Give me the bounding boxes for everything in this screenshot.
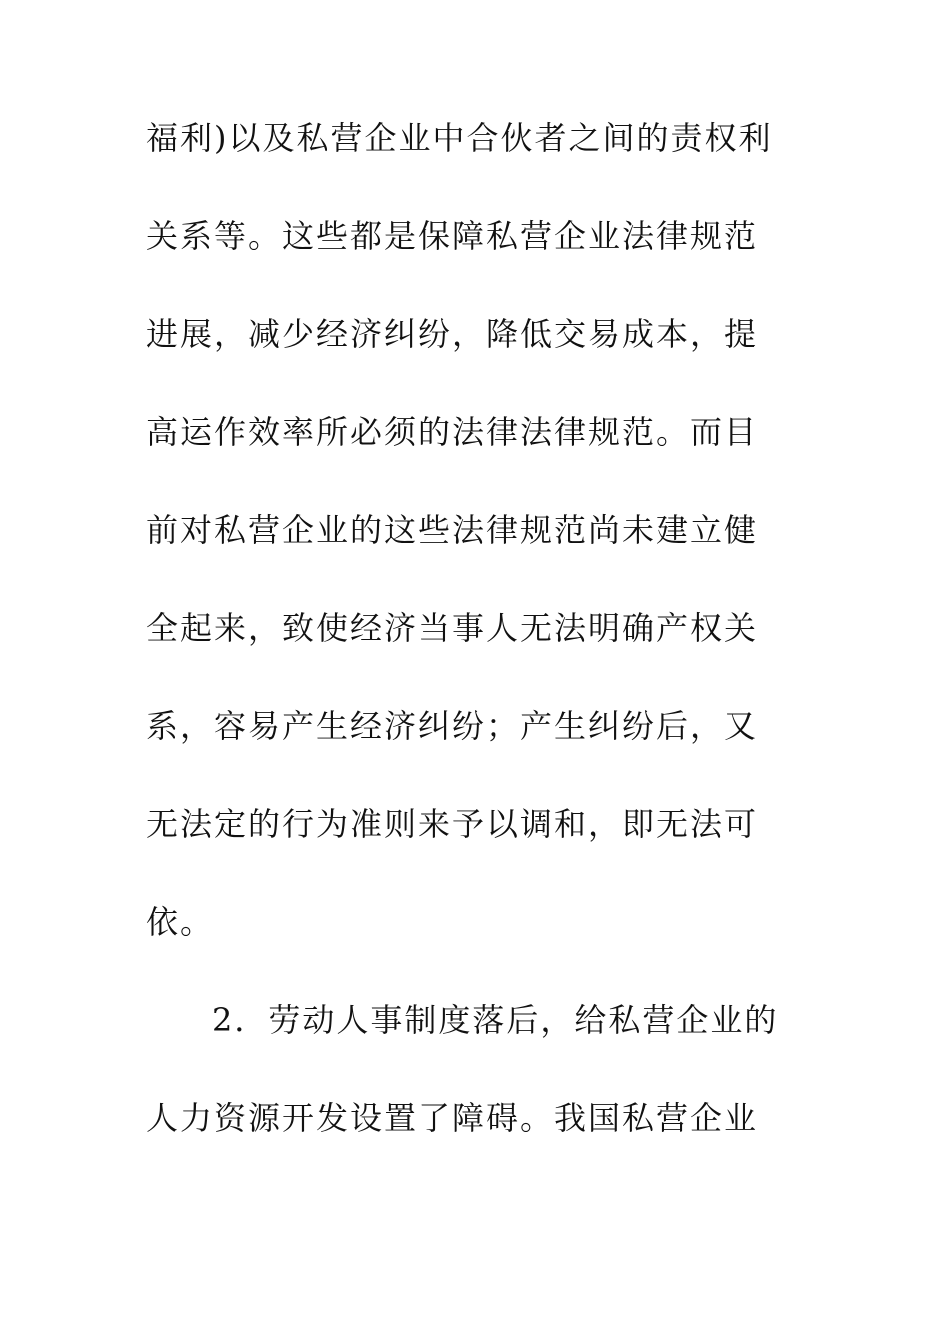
- text-line: 关系等。这些都是保障私营企业法律规范: [146, 217, 759, 255]
- text-line: 人力资源开发设置了障碍。我国私营企业: [146, 1099, 759, 1137]
- text-line: 系，容易产生经济纠纷；产生纠纷后，又: [146, 707, 759, 745]
- text-line: 福利)以及私营企业中合伙者之间的责权利: [146, 119, 773, 157]
- text-line: 依。: [146, 903, 215, 941]
- text-line: 全起来，致使经济当事人无法明确产权关: [146, 609, 759, 647]
- text-line: 高运作效率所必须的法律法律规范。而目: [146, 413, 759, 451]
- text-line: 无法定的行为准则来予以调和，即无法可: [146, 805, 759, 843]
- body-text: [146, 119, 806, 1200]
- text-line: 进展，减少经济纠纷，降低交易成本，提: [146, 315, 759, 353]
- text-line: 前对私营企业的这些法律规范尚未建立健: [146, 511, 759, 549]
- section-heading-line: 2．劳动人事制度落后，给私营企业的: [212, 1001, 779, 1039]
